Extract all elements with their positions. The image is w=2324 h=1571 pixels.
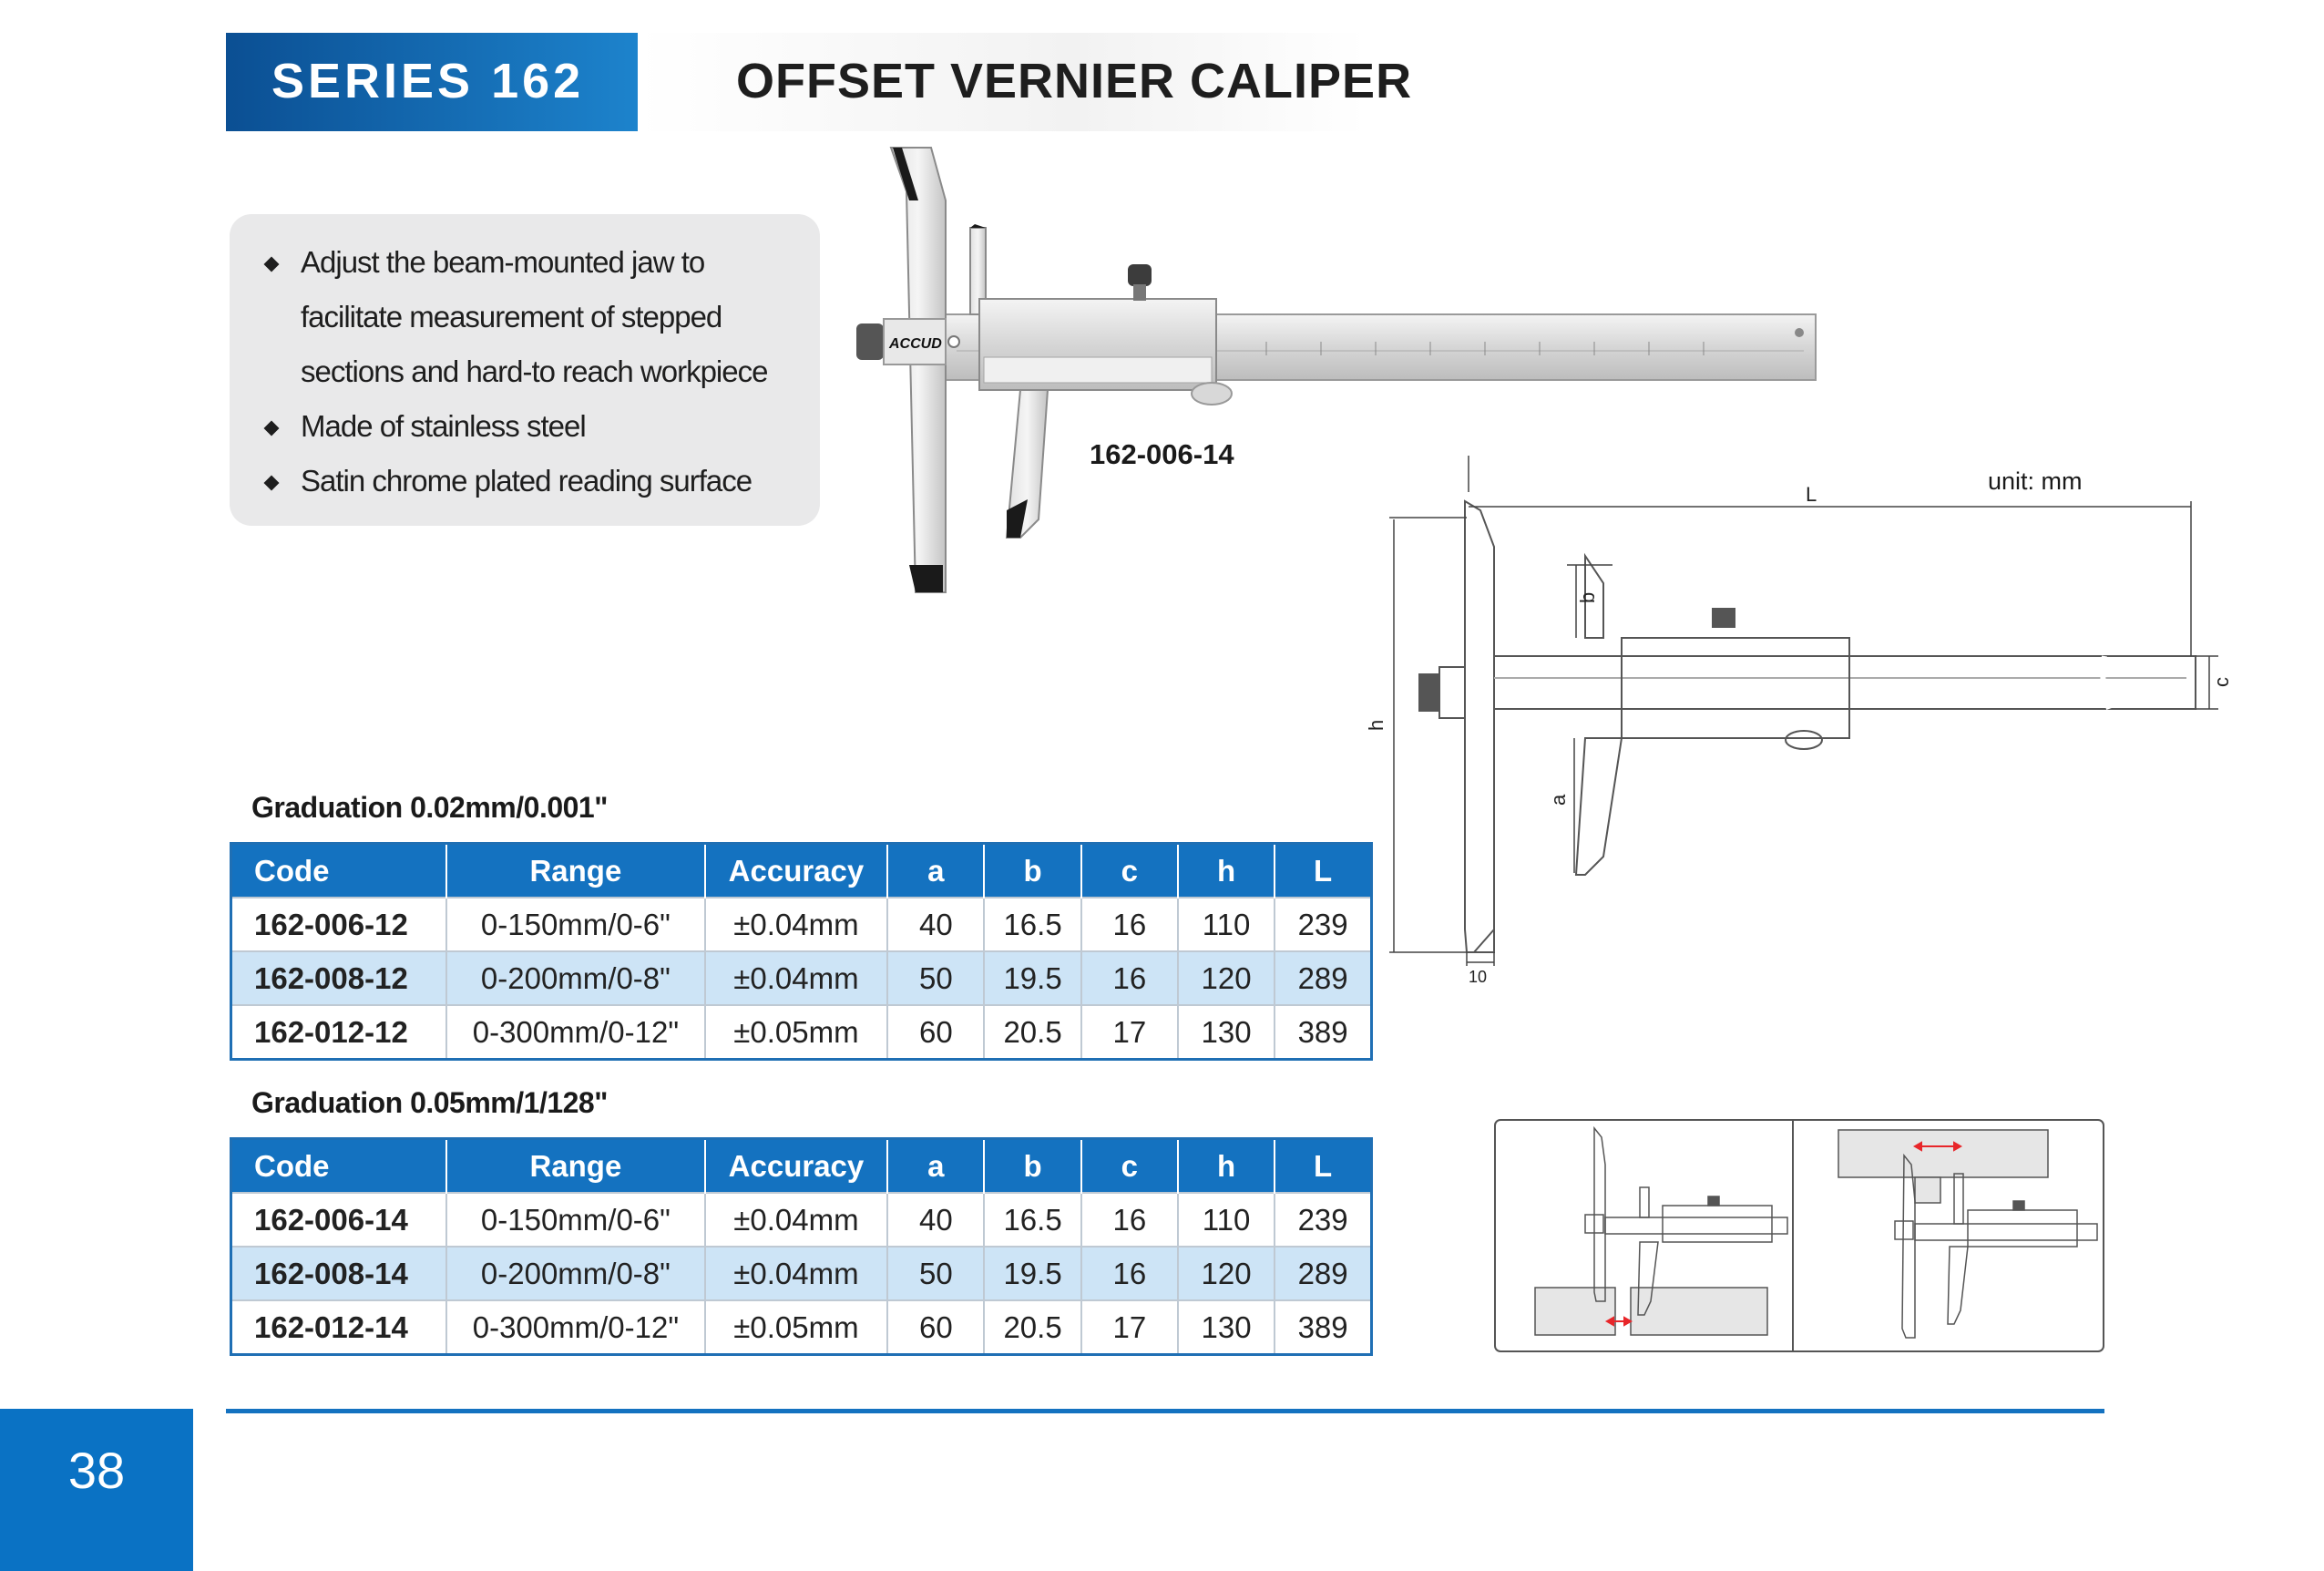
cell-c: 16	[1081, 1247, 1178, 1300]
col-header: Accuracy	[705, 844, 887, 898]
feature-line-3: sections and hard-to reach workpiece	[301, 354, 768, 388]
table-header-row	[231, 1139, 1372, 1194]
footer-rule	[226, 1409, 2104, 1413]
cell-h: 130	[1178, 1005, 1275, 1060]
col-header: c	[1081, 844, 1178, 898]
graduation-title-1: Graduation 0.02mm/0.001"	[251, 791, 608, 824]
cell-range: 0-300mm/0-12"	[446, 1300, 705, 1355]
graduation-title-2: Graduation 0.05mm/1/128"	[251, 1086, 608, 1119]
cell-h: 110	[1178, 1193, 1275, 1247]
cell-b: 19.5	[984, 1247, 1080, 1300]
cell-h: 130	[1178, 1300, 1275, 1355]
cell-c: 16	[1081, 1193, 1178, 1247]
feature-line-5: Satin chrome plated reading surface	[301, 464, 752, 498]
cell-code: 162-008-12	[231, 951, 447, 1005]
cell-accuracy: ±0.05mm	[705, 1005, 887, 1060]
cell-L: 289	[1275, 951, 1371, 1005]
cell-b: 16.5	[984, 898, 1080, 951]
unit-label: unit: mm	[1988, 467, 2083, 495]
cell-b: 16.5	[984, 1193, 1080, 1247]
cell-code: 162-006-12	[231, 898, 447, 951]
cell-range: 0-150mm/0-6"	[446, 1193, 705, 1247]
cell-h: 120	[1178, 1247, 1275, 1300]
feature-line-1: Adjust the beam-mounted jaw to	[301, 245, 705, 279]
col-header: Range	[446, 844, 705, 898]
cell-range: 0-300mm/0-12"	[446, 1005, 705, 1060]
dim-label-10: 10	[1469, 968, 1488, 986]
brand-mark: ACCUD	[889, 336, 942, 352]
cell-c: 16	[1081, 951, 1178, 1005]
cell-L: 389	[1275, 1300, 1371, 1355]
col-header: b	[984, 1139, 1080, 1194]
feature-line-2: facilitate measurement of stepped	[301, 300, 722, 334]
col-header: h	[1178, 844, 1275, 898]
col-header: a	[887, 844, 984, 898]
col-header: Code	[231, 844, 447, 898]
col-header: Accuracy	[705, 1139, 887, 1194]
cell-L: 239	[1275, 898, 1371, 951]
cell-code: 162-008-14	[231, 1247, 447, 1300]
cell-a: 50	[887, 1247, 984, 1300]
spec-table-2	[230, 1137, 1373, 1356]
cell-accuracy: ±0.04mm	[705, 898, 887, 951]
cell-b: 20.5	[984, 1005, 1080, 1060]
cell-a: 60	[887, 1005, 984, 1060]
cell-a: 40	[887, 898, 984, 951]
spec-table-1	[230, 842, 1373, 1061]
cell-h: 120	[1178, 951, 1275, 1005]
cell-range: 0-200mm/0-8"	[446, 951, 705, 1005]
cell-code: 162-012-12	[231, 1005, 447, 1060]
cell-accuracy: ±0.04mm	[705, 1193, 887, 1247]
cell-code: 162-006-14	[231, 1193, 447, 1247]
table-row	[231, 1005, 1372, 1060]
feature-line-4: Made of stainless steel	[301, 409, 586, 443]
cell-h: 110	[1178, 898, 1275, 951]
cell-L: 389	[1275, 1005, 1371, 1060]
col-header: a	[887, 1139, 984, 1194]
col-header: h	[1178, 1139, 1275, 1194]
cell-b: 19.5	[984, 951, 1080, 1005]
table-row	[231, 1300, 1372, 1355]
cell-range: 0-200mm/0-8"	[446, 1247, 705, 1300]
cell-L: 289	[1275, 1247, 1371, 1300]
cell-accuracy: ±0.04mm	[705, 951, 887, 1005]
cell-a: 40	[887, 1193, 984, 1247]
cell-c: 17	[1081, 1005, 1178, 1060]
cell-c: 16	[1081, 898, 1178, 951]
table-header-row	[231, 844, 1372, 898]
cell-accuracy: ±0.04mm	[705, 1247, 887, 1300]
dimension-drawing	[1365, 456, 2233, 1002]
cell-c: 17	[1081, 1300, 1178, 1355]
col-header: c	[1081, 1139, 1178, 1194]
dim-label-L: L	[1806, 483, 1817, 506]
cell-range: 0-150mm/0-6"	[446, 898, 705, 951]
cell-accuracy: ±0.05mm	[705, 1300, 887, 1355]
col-header: L	[1275, 1139, 1371, 1194]
col-header: Range	[446, 1139, 705, 1194]
photo-caption: 162-006-14	[1090, 438, 1234, 470]
table-row	[231, 951, 1372, 1005]
table-row	[231, 1193, 1372, 1247]
dim-label-b: b	[1576, 591, 1599, 603]
col-header: Code	[231, 1139, 447, 1194]
series-label: SERIES 162	[271, 54, 585, 108]
col-header: b	[984, 844, 1080, 898]
col-header: L	[1275, 844, 1371, 898]
page-number: 38	[67, 1442, 126, 1499]
cell-a: 60	[887, 1300, 984, 1355]
application-illustrations	[1494, 1119, 2104, 1352]
dim-label-c: c	[2210, 677, 2233, 687]
product-title: OFFSET VERNIER CALIPER	[736, 54, 1413, 108]
dim-label-a: a	[1547, 794, 1570, 806]
cell-b: 20.5	[984, 1300, 1080, 1355]
cell-code: 162-012-14	[231, 1300, 447, 1355]
table-row	[231, 1247, 1372, 1300]
dim-label-h: h	[1365, 719, 1387, 731]
cell-L: 239	[1275, 1193, 1371, 1247]
table-row	[231, 898, 1372, 951]
cell-a: 50	[887, 951, 984, 1005]
